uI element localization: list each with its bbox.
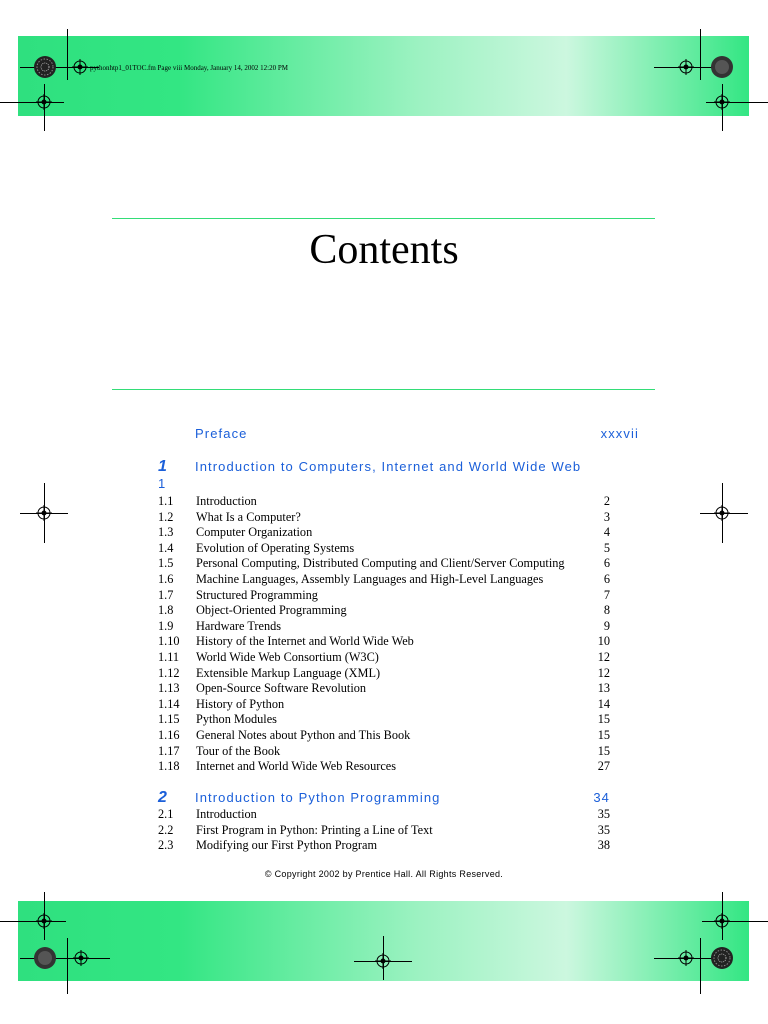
section-page: 12 xyxy=(597,665,610,680)
section-title: Python Modules xyxy=(196,712,277,727)
section-page: 3 xyxy=(603,509,610,524)
section-title: Tour of the Book xyxy=(196,743,281,758)
toc-entry[interactable] xyxy=(158,603,610,619)
registration-mark-icon xyxy=(714,94,730,110)
chapter-page: 1 xyxy=(158,476,167,491)
section-title: General Notes about Python and This Book xyxy=(196,727,411,742)
copyright-notice: © Copyright 2002 by Prentice Hall. All Rights Reserved. xyxy=(264,869,504,879)
toc-entry[interactable] xyxy=(158,666,610,682)
section-page: 38 xyxy=(597,838,610,853)
crop-mark-icon xyxy=(700,29,701,80)
file-info-header: pythonhtp1_01TOC.fm Page viii Monday, January 14, 2002 12:20 PM xyxy=(90,64,288,72)
section-page: 4 xyxy=(603,525,610,540)
section-number: 1.14 xyxy=(158,696,180,711)
section-title: History of the Internet and World Wide Web xyxy=(196,634,414,649)
toc-entry[interactable] xyxy=(158,759,610,775)
section-page: 5 xyxy=(603,540,610,555)
chapter-title[interactable]: Introduction to Python Programming xyxy=(195,790,441,805)
section-title: Evolution of Operating Systems xyxy=(196,540,355,555)
crop-mark-icon xyxy=(0,102,64,103)
section-number: 1.10 xyxy=(158,634,180,649)
section-page: 9 xyxy=(603,618,610,633)
section-page: 14 xyxy=(597,696,610,711)
toc-entry[interactable] xyxy=(158,525,610,541)
toc-entry[interactable] xyxy=(158,556,610,572)
registration-mark-icon xyxy=(73,950,89,966)
preface-page: xxxvii xyxy=(600,426,639,441)
section-title: Modifying our First Python Program xyxy=(196,838,378,853)
section-number: 1.4 xyxy=(158,540,174,555)
section-title: Computer Organization xyxy=(196,525,313,540)
section-title: Introduction xyxy=(196,807,257,821)
preface-label[interactable]: Preface xyxy=(195,426,248,441)
section-page: 8 xyxy=(603,603,610,618)
toc-entry[interactable] xyxy=(158,712,610,728)
registration-mark-icon xyxy=(714,913,730,929)
section-number: 1.9 xyxy=(158,618,174,633)
section-title: Personal Computing, Distributed Computing and Client/Server Computing xyxy=(196,556,565,571)
toc-entry[interactable] xyxy=(158,510,610,526)
color-disc-icon xyxy=(710,55,734,79)
section-number: 1.3 xyxy=(158,525,174,540)
toc-entry[interactable] xyxy=(158,541,610,557)
chapter-number: 1 xyxy=(158,458,167,475)
toc-entry[interactable] xyxy=(158,744,610,760)
toc-entry[interactable] xyxy=(158,838,610,854)
chapter-page: 34 xyxy=(593,790,610,805)
section-page: 12 xyxy=(597,649,610,664)
section-title: First Program in Python: Printing a Line of Text xyxy=(196,822,433,837)
section-number: 1.13 xyxy=(158,681,180,696)
section-page: 2 xyxy=(603,494,610,508)
crop-mark-icon xyxy=(700,938,701,994)
registration-mark-icon xyxy=(678,59,694,75)
chapter-number: 2 xyxy=(158,789,167,806)
section-page: 35 xyxy=(597,822,610,837)
chapter-title[interactable]: Introduction to Computers, Internet and World Wide Web xyxy=(195,459,582,474)
top-color-band xyxy=(18,36,749,116)
section-page: 6 xyxy=(603,556,610,571)
section-title: Extensible Markup Language (XML) xyxy=(196,665,381,680)
crop-mark-icon xyxy=(0,921,66,922)
color-disc-icon xyxy=(33,946,57,970)
color-disc-icon xyxy=(710,946,734,970)
toc-entry[interactable] xyxy=(158,728,610,744)
toc-entry[interactable] xyxy=(158,634,610,650)
section-page: 7 xyxy=(603,587,610,602)
section-number: 1.16 xyxy=(158,727,180,742)
section-number: 2.3 xyxy=(158,838,174,853)
toc-entry[interactable] xyxy=(158,697,610,713)
toc-entry[interactable] xyxy=(158,572,610,588)
section-number: 1.2 xyxy=(158,509,174,524)
registration-mark-icon xyxy=(36,913,52,929)
toc-entry[interactable] xyxy=(158,823,610,839)
chapter-1-sections xyxy=(158,494,610,775)
registration-mark-icon xyxy=(36,94,52,110)
section-number: 1.18 xyxy=(158,759,180,774)
crop-mark-icon xyxy=(67,938,68,994)
section-title: Machine Languages, Assembly Languages and High-Level Languages xyxy=(196,571,544,586)
top-rule xyxy=(112,218,655,219)
page-title: Contents xyxy=(309,227,459,273)
section-number: 1.7 xyxy=(158,587,174,602)
section-title: Hardware Trends xyxy=(196,618,282,633)
registration-mark-icon xyxy=(678,950,694,966)
registration-mark-icon xyxy=(375,953,391,969)
section-page: 15 xyxy=(597,727,610,742)
registration-mark-icon xyxy=(714,505,730,521)
section-title: Object-Oriented Programming xyxy=(196,603,347,618)
section-title: Introduction xyxy=(196,494,257,508)
section-page: 6 xyxy=(603,571,610,586)
toc-entry[interactable] xyxy=(158,650,610,666)
section-title: What Is a Computer? xyxy=(196,509,301,524)
section-number: 1.17 xyxy=(158,743,180,758)
registration-mark-icon xyxy=(72,59,88,75)
section-title: Open-Source Software Revolution xyxy=(196,681,367,696)
section-title: Structured Programming xyxy=(196,587,318,602)
chapter-2-sections xyxy=(158,807,610,854)
bottom-rule xyxy=(112,389,655,390)
toc-entry[interactable] xyxy=(158,807,610,823)
section-page: 27 xyxy=(597,759,610,774)
color-disc-icon xyxy=(33,55,57,79)
section-number: 1.11 xyxy=(158,649,180,664)
toc-entry[interactable] xyxy=(158,681,610,697)
section-number: 2.2 xyxy=(158,822,174,837)
section-number: 1.6 xyxy=(158,571,174,586)
section-page: 10 xyxy=(597,634,610,649)
section-number: 1.1 xyxy=(158,494,174,508)
toc-entry[interactable] xyxy=(158,494,610,510)
crop-mark-icon xyxy=(67,29,68,80)
registration-mark-icon xyxy=(36,505,52,521)
toc-entry[interactable] xyxy=(158,588,610,604)
crop-mark-icon xyxy=(702,921,768,922)
section-page: 15 xyxy=(597,712,610,727)
section-number: 1.5 xyxy=(158,556,174,571)
section-number: 2.1 xyxy=(158,807,174,821)
section-number: 1.8 xyxy=(158,603,174,618)
section-title: World Wide Web Consortium (W3C) xyxy=(196,649,379,664)
section-page: 35 xyxy=(597,807,610,821)
section-title: History of Python xyxy=(196,696,285,711)
section-number: 1.15 xyxy=(158,712,180,727)
section-number: 1.12 xyxy=(158,665,180,680)
section-page: 13 xyxy=(597,681,610,696)
section-title: Internet and World Wide Web Resources xyxy=(196,759,397,774)
section-page: 15 xyxy=(597,743,610,758)
toc-entry[interactable] xyxy=(158,619,610,635)
